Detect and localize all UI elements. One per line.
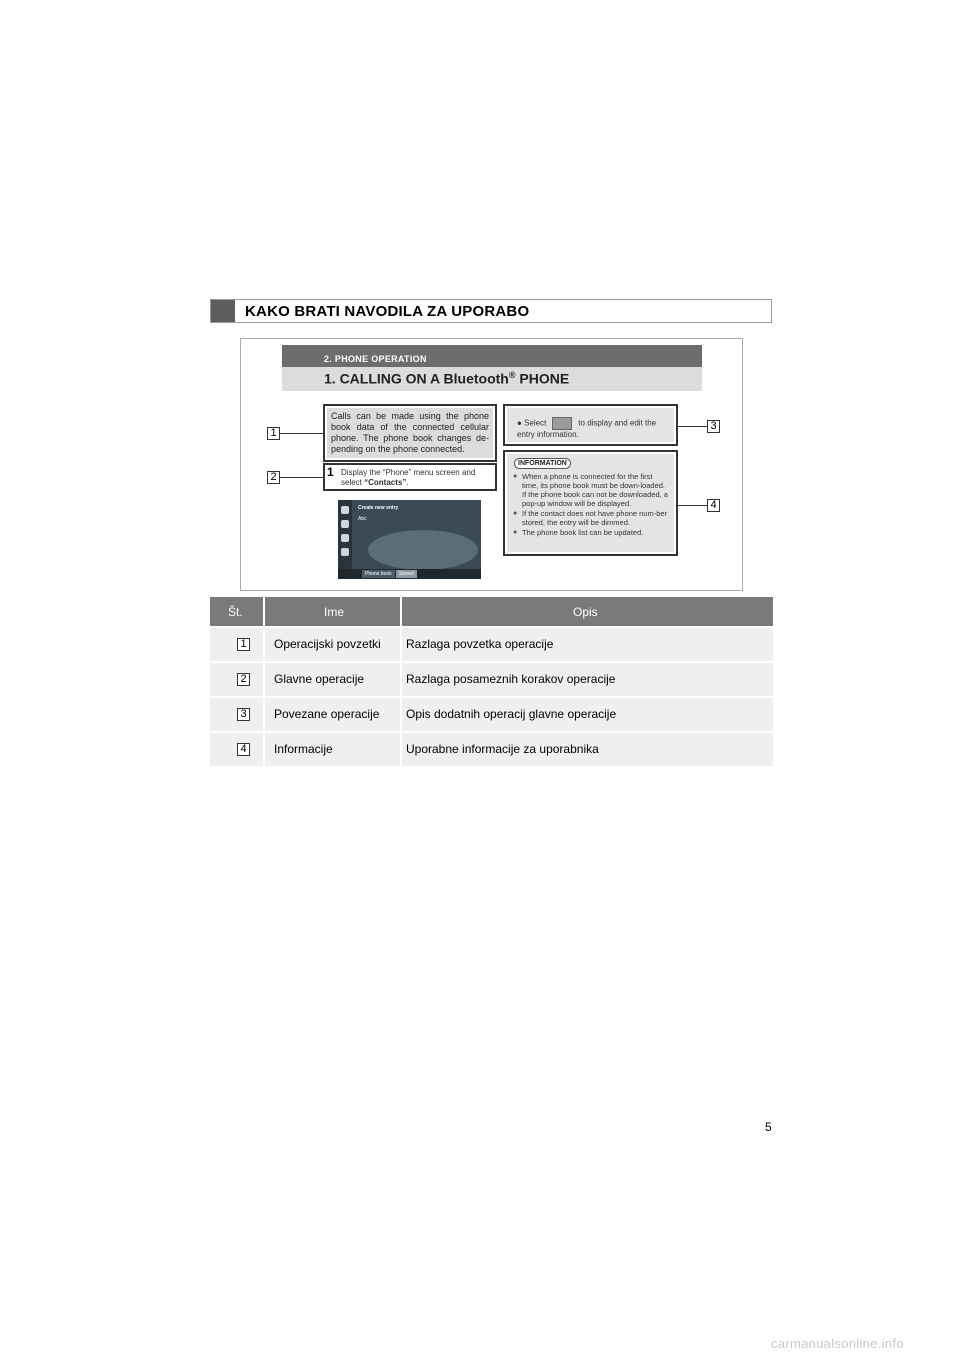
column-header-number: Št.: [228, 605, 243, 619]
chapter-title-end: PHONE: [515, 370, 570, 387]
keypad-icon: [341, 534, 349, 542]
edit-icon: [552, 417, 572, 430]
column-divider: [400, 733, 402, 766]
screen-header: Create new entry: [358, 505, 399, 511]
operation-summary-box: [323, 404, 497, 462]
screen-tab-phone-book: Phone book: [362, 570, 395, 578]
marker-2: 2: [267, 471, 280, 484]
column-divider: [263, 597, 265, 626]
column-divider: [263, 698, 265, 731]
row-marker: 2: [237, 673, 250, 686]
related-text-post: to display and edit the entry information.: [517, 418, 657, 439]
chapter-bar: [282, 367, 702, 391]
step-text: [341, 468, 491, 488]
summary-text: Calls can be made using the phone book data of the connected cellular phone. The phone book changes de-pending on the phone connected.: [331, 411, 489, 454]
section-bar: [282, 345, 702, 367]
related-text: [507, 408, 674, 440]
row-name: Informacije: [274, 742, 333, 756]
marker-1: 1: [267, 427, 280, 440]
leader-line-1: [280, 433, 323, 434]
leader-line-4: [678, 505, 707, 506]
column-divider: [400, 698, 402, 731]
row-marker: 3: [237, 708, 250, 721]
step-number: 1: [327, 465, 334, 479]
related-text-pre: ● Select: [517, 418, 547, 428]
contacts-icon: [341, 520, 349, 528]
screen-thumbnail: [338, 500, 481, 579]
row-description: Uporabne informacije za uporabnika: [406, 742, 599, 756]
sample-page-illustration: [240, 338, 743, 591]
information-box: [503, 450, 678, 556]
row-marker: 4: [237, 743, 250, 756]
row-description: Razlaga posameznih korakov operacije: [406, 672, 616, 686]
information-item: ● The phone book list can be updated.: [513, 528, 668, 537]
column-divider: [400, 628, 402, 661]
watermark: carmanualsonline.info: [771, 1336, 904, 1351]
column-divider: [263, 628, 265, 661]
step-text-post: .: [406, 478, 409, 487]
screen-side-menu: [338, 500, 352, 579]
screen-row: Abc: [358, 516, 367, 522]
leader-line-3: [678, 426, 707, 427]
phone-icon: [341, 506, 349, 514]
column-divider: [400, 663, 402, 696]
table-row: [210, 696, 773, 731]
table-row: [210, 661, 773, 696]
main-operation-box: [323, 463, 497, 491]
step-text-pre: Display the “Phone” menu screen and select: [341, 468, 476, 487]
marker-3: 3: [707, 420, 720, 433]
row-marker: 1: [237, 638, 250, 651]
column-header-description: Opis: [573, 605, 598, 619]
message-icon: [341, 548, 349, 556]
table-header: [210, 597, 773, 626]
section-heading: [210, 299, 772, 323]
screen-background: [368, 530, 478, 570]
screen-tab-stored: Stored: [396, 570, 417, 578]
registered-mark: ®: [508, 370, 516, 380]
row-name: Povezane operacije: [274, 707, 380, 721]
table-row: [210, 626, 773, 661]
column-divider: [400, 597, 402, 626]
information-item: ● When a phone is connected for the first time, its phone book must be down-loaded. If the phone book can not be downloaded, a pop-up window will be displayed.: [513, 472, 668, 508]
heading-marker: [211, 300, 235, 322]
leader-line-2: [280, 477, 323, 478]
step-text-bold: “Contacts”: [364, 478, 407, 487]
legend-table: [210, 597, 773, 766]
marker-4: 4: [707, 499, 720, 512]
page-number: 5: [765, 1120, 772, 1134]
chapter-title: [324, 370, 569, 387]
column-divider: [263, 663, 265, 696]
chapter-title-main: 1. CALLING ON A Bluetooth: [324, 370, 509, 387]
information-item: ● If the contact does not have phone num-ber stored, the entry will be dimmed.: [513, 509, 668, 527]
section-label: 2. PHONE OPERATION: [324, 354, 427, 364]
row-name: Operacijski povzetki: [274, 637, 381, 651]
row-name: Glavne operacije: [274, 672, 365, 686]
related-operation-box: [503, 404, 678, 446]
information-list: [513, 472, 668, 538]
table-row: [210, 731, 773, 766]
heading-title: KAKO BRATI NAVODILA ZA UPORABO: [245, 303, 530, 320]
row-description: Razlaga povzetka operacije: [406, 637, 554, 651]
information-title: INFORMATION: [514, 458, 571, 469]
column-header-name: Ime: [324, 605, 345, 619]
column-divider: [263, 733, 265, 766]
row-description: Opis dodatnih operacij glavne operacije: [406, 707, 617, 721]
